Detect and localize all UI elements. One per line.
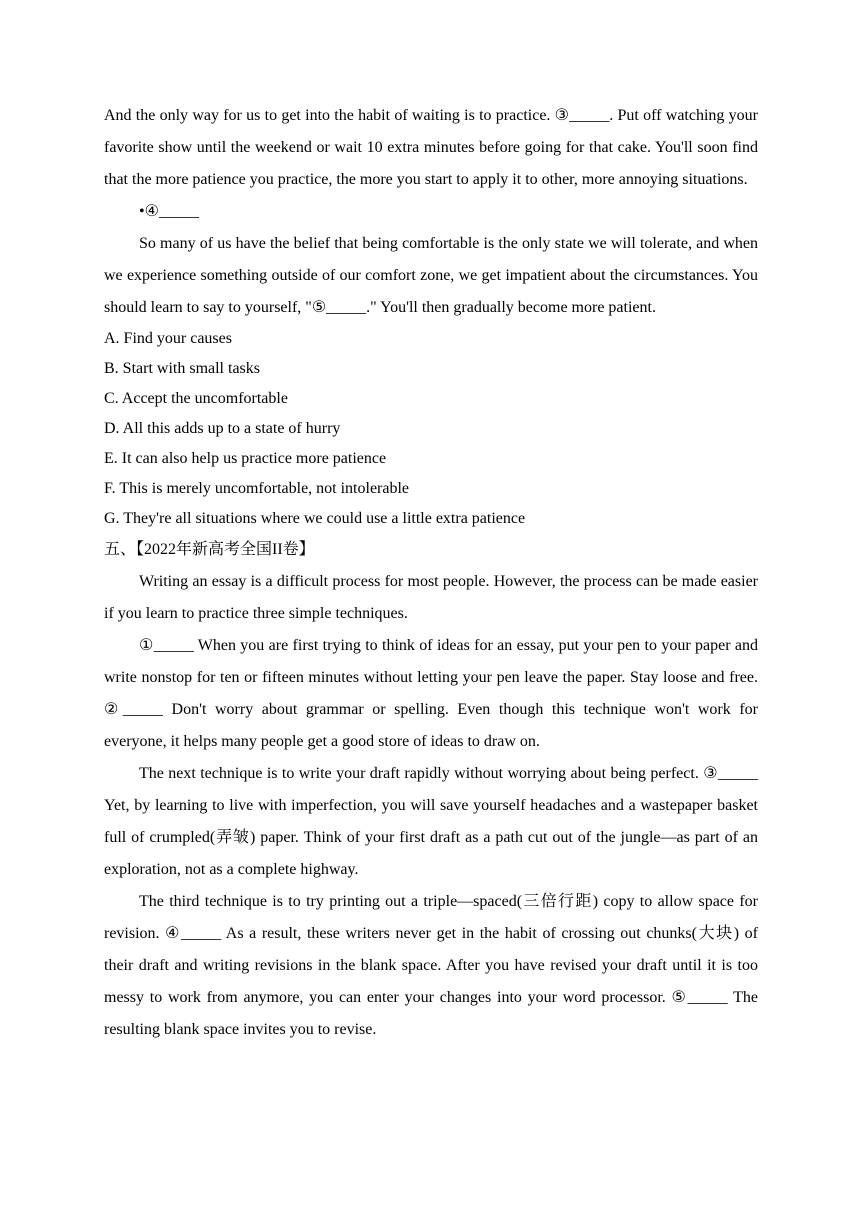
paragraph-comfort: So many of us have the belief that being comfortable is the only state we will tolerate, and when we experience something outside of our comfort zone, we get impatient about the circumstances. You should learn to say to yourself, "⑤_____." You'll then gradually become more patient.	[104, 235, 758, 316]
document-page	[104, 100, 758, 1046]
paragraph-technique-3: The third technique is to try printing out a triple—spaced(三倍行距) copy to allow space for revision. ④_____ As a result, these writers never get in the habit of crossing out chunks(大块) of their draft and writing revisions in the blank space. After you have revised your draft until it is too messy to work from anymore, you can enter your changes into your word processor. ⑤_____ The resulting blank space invites you to revise.	[104, 893, 758, 1038]
option-d: D. All this adds up to a state of hurry	[104, 420, 341, 437]
option-a: A. Find your causes	[104, 330, 232, 347]
option-b: B. Start with small tasks	[104, 360, 260, 377]
option-f: F. This is merely uncomfortable, not intolerable	[104, 480, 410, 497]
options-list	[104, 324, 758, 534]
paragraph-habit: And the only way for us to get into the habit of waiting is to practice. ③_____. Put off watching your favorite show until the weekend or wait 10 extra minutes before going for that cake. You'll soon find that the more patience you practice, the more you start to apply it to other, more annoying situations.	[104, 107, 758, 188]
paragraph-technique-1: ①_____ When you are first trying to think of ideas for an essay, put your pen to your paper and write nonstop for ten or fifteen minutes without letting your pen leave the paper. Stay loose and free. ②_____ Don't worry about grammar or spelling. Even though this technique won't work for everyone, it helps many people get a good store of ideas to draw on.	[104, 637, 758, 750]
paragraph-intro: Writing an essay is a difficult process for most people. However, the process can be made easier if you learn to practice three simple techniques.	[104, 573, 758, 622]
subheading-blank-4: •④_____	[139, 203, 199, 220]
option-c: C. Accept the uncomfortable	[104, 390, 288, 407]
option-g: G. They're all situations where we could use a little extra patience	[104, 510, 526, 527]
section-heading: 五、【2022年新高考全国II卷】	[104, 541, 315, 558]
option-e: E. It can also help us practice more patience	[104, 450, 387, 467]
paragraph-technique-2: The next technique is to write your draft rapidly without worrying about being perfect. ③_____ Yet, by learning to live with imperfection, you will save yourself headaches and a wastepaper basket full of crumpled(弄皱) paper. Think of your first draft as a path cut out of the jungle—as part of an exploration, not as a complete highway.	[104, 765, 758, 878]
